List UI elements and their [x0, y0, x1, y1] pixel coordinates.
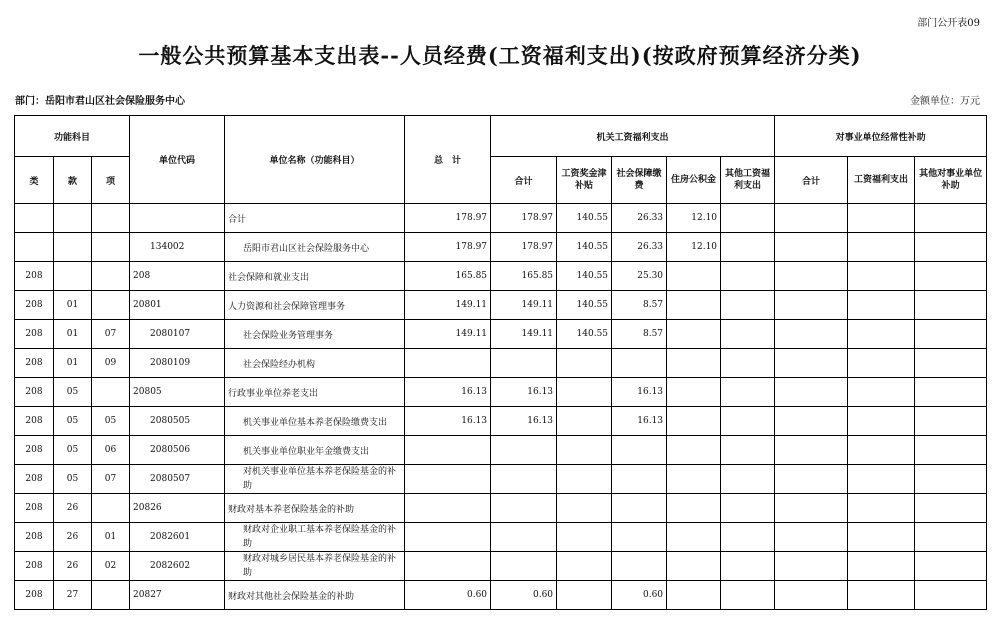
budget-table — [14, 115, 987, 610]
cell-social-security: 8.57 — [612, 291, 667, 320]
cell-unit-code: 2080506 — [130, 436, 225, 465]
cell-unit-code: 2080109 — [130, 349, 225, 378]
cell-total — [405, 552, 491, 581]
cell-inst-total — [775, 320, 848, 349]
cell-kuan: 26 — [54, 523, 92, 552]
cell-inst-other — [915, 494, 987, 523]
table-row — [15, 523, 987, 552]
table-row — [15, 204, 987, 233]
cell-total — [405, 436, 491, 465]
cell-unit-name: 财政对城乡居民基本养老保险基金的补助 — [225, 552, 405, 581]
cell-unit-code: 134002 — [130, 233, 225, 262]
cell-kuan — [54, 262, 92, 291]
cell-other-welfare — [721, 581, 775, 610]
cell-inst-total — [775, 407, 848, 436]
cell-salary — [557, 494, 612, 523]
cell-kuan — [54, 233, 92, 262]
cell-org-total — [491, 552, 557, 581]
cell-inst-salary — [848, 581, 915, 610]
header-housing-fund: 住房公积金 — [667, 157, 721, 204]
cell-inst-total — [775, 291, 848, 320]
cell-inst-salary — [848, 262, 915, 291]
cell-lei: 208 — [15, 291, 54, 320]
cell-inst-other — [915, 552, 987, 581]
cell-unit-name: 社会保险业务管理事务 — [225, 320, 405, 349]
cell-lei: 208 — [15, 320, 54, 349]
cell-social-security: 16.13 — [612, 407, 667, 436]
cell-xiang: 07 — [92, 465, 130, 494]
cell-lei: 208 — [15, 581, 54, 610]
cell-housing-fund: 12.10 — [667, 204, 721, 233]
header-unit-code: 单位代码 — [130, 116, 225, 204]
cell-org-total — [491, 436, 557, 465]
cell-other-welfare — [721, 436, 775, 465]
cell-xiang: 01 — [92, 523, 130, 552]
cell-total: 149.11 — [405, 320, 491, 349]
cell-kuan: 01 — [54, 349, 92, 378]
cell-xiang: 09 — [92, 349, 130, 378]
cell-other-welfare — [721, 204, 775, 233]
cell-total: 0.60 — [405, 581, 491, 610]
header-salary: 工资奖金津补贴 — [557, 157, 612, 204]
cell-total: 149.11 — [405, 291, 491, 320]
cell-kuan: 01 — [54, 291, 92, 320]
cell-org-total — [491, 349, 557, 378]
department-label: 部门：岳阳市君山区社会保险服务中心 — [15, 96, 185, 107]
cell-inst-salary — [848, 523, 915, 552]
cell-unit-code: 20801 — [130, 291, 225, 320]
header-kuan: 款 — [54, 157, 92, 204]
cell-housing-fund — [667, 552, 721, 581]
cell-salary: 140.55 — [557, 291, 612, 320]
cell-housing-fund — [667, 291, 721, 320]
cell-total — [405, 465, 491, 494]
cell-inst-total — [775, 494, 848, 523]
cell-inst-total — [775, 581, 848, 610]
cell-salary: 140.55 — [557, 262, 612, 291]
cell-kuan: 05 — [54, 436, 92, 465]
header-xiang: 项 — [92, 157, 130, 204]
cell-housing-fund — [667, 494, 721, 523]
cell-inst-salary — [848, 407, 915, 436]
cell-kuan: 01 — [54, 320, 92, 349]
cell-social-security — [612, 523, 667, 552]
header-inst-other: 其他对事业单位补助 — [915, 157, 987, 204]
cell-xiang: 07 — [92, 320, 130, 349]
cell-housing-fund — [667, 581, 721, 610]
cell-inst-salary — [848, 204, 915, 233]
cell-other-welfare — [721, 378, 775, 407]
cell-inst-salary — [848, 233, 915, 262]
cell-inst-other — [915, 349, 987, 378]
cell-xiang — [92, 262, 130, 291]
cell-salary — [557, 436, 612, 465]
cell-org-total — [491, 494, 557, 523]
page-title: 一般公共预算基本支出表--人员经费(工资福利支出)(按政府预算经济分类) — [138, 43, 862, 68]
cell-inst-other — [915, 262, 987, 291]
cell-unit-code: 20826 — [130, 494, 225, 523]
cell-lei: 208 — [15, 552, 54, 581]
cell-salary — [557, 581, 612, 610]
cell-unit-name: 机关事业单位职业年金缴费支出 — [225, 436, 405, 465]
cell-xiang: 05 — [92, 407, 130, 436]
cell-social-security — [612, 436, 667, 465]
cell-unit-code: 2080107 — [130, 320, 225, 349]
cell-kuan: 26 — [54, 552, 92, 581]
cell-social-security: 26.33 — [612, 233, 667, 262]
cell-housing-fund — [667, 349, 721, 378]
cell-salary — [557, 407, 612, 436]
cell-org-total — [491, 465, 557, 494]
cell-lei: 208 — [15, 349, 54, 378]
cell-other-welfare — [721, 291, 775, 320]
table-row — [15, 233, 987, 262]
cell-social-security — [612, 552, 667, 581]
cell-housing-fund — [667, 523, 721, 552]
table-row — [15, 581, 987, 610]
cell-housing-fund — [667, 465, 721, 494]
cell-inst-total — [775, 349, 848, 378]
cell-unit-code: 20827 — [130, 581, 225, 610]
table-body — [15, 204, 987, 610]
cell-housing-fund: 12.10 — [667, 233, 721, 262]
cell-unit-code: 2080505 — [130, 407, 225, 436]
cell-other-welfare — [721, 552, 775, 581]
cell-kuan: 26 — [54, 494, 92, 523]
cell-unit-code: 2082602 — [130, 552, 225, 581]
header-total: 总 计 — [405, 116, 491, 204]
cell-unit-code: 2080507 — [130, 465, 225, 494]
cell-org-total: 149.11 — [491, 291, 557, 320]
table-row — [15, 378, 987, 407]
table-row — [15, 320, 987, 349]
cell-inst-other — [915, 204, 987, 233]
table-row — [15, 407, 987, 436]
cell-xiang — [92, 204, 130, 233]
cell-salary — [557, 523, 612, 552]
cell-xiang: 06 — [92, 436, 130, 465]
cell-other-welfare — [721, 407, 775, 436]
cell-social-security: 26.33 — [612, 204, 667, 233]
cell-social-security — [612, 465, 667, 494]
cell-kuan: 27 — [54, 581, 92, 610]
cell-unit-name: 社会保障和就业支出 — [225, 262, 405, 291]
cell-lei: 208 — [15, 465, 54, 494]
cell-org-total: 178.97 — [491, 233, 557, 262]
cell-other-welfare — [721, 262, 775, 291]
cell-kuan: 05 — [54, 465, 92, 494]
cell-inst-total — [775, 378, 848, 407]
cell-total — [405, 494, 491, 523]
cell-inst-other — [915, 407, 987, 436]
cell-org-total: 178.97 — [491, 204, 557, 233]
cell-lei: 208 — [15, 494, 54, 523]
cell-org-total: 165.85 — [491, 262, 557, 291]
cell-inst-salary — [848, 320, 915, 349]
cell-xiang — [92, 494, 130, 523]
cell-unit-name: 对机关事业单位基本养老保险基金的补助 — [225, 465, 405, 494]
cell-other-welfare — [721, 523, 775, 552]
cell-salary — [557, 349, 612, 378]
cell-lei: 208 — [15, 407, 54, 436]
cell-unit-name: 财政对基本养老保险基金的补助 — [225, 494, 405, 523]
cell-inst-total — [775, 552, 848, 581]
table-row — [15, 494, 987, 523]
cell-inst-total — [775, 262, 848, 291]
cell-unit-name: 机关事业单位基本养老保险缴费支出 — [225, 407, 405, 436]
cell-total: 178.97 — [405, 204, 491, 233]
cell-org-total — [491, 523, 557, 552]
table-row — [15, 262, 987, 291]
cell-other-welfare — [721, 494, 775, 523]
cell-inst-other — [915, 378, 987, 407]
header-org-subtotal: 合计 — [491, 157, 557, 204]
cell-housing-fund — [667, 436, 721, 465]
table-row — [15, 291, 987, 320]
cell-social-security — [612, 494, 667, 523]
cell-total: 165.85 — [405, 262, 491, 291]
table-row — [15, 436, 987, 465]
header-function-subject: 功能科目 — [15, 116, 130, 157]
cell-inst-salary — [848, 378, 915, 407]
cell-unit-code: 2082601 — [130, 523, 225, 552]
header-lei: 类 — [15, 157, 54, 204]
cell-other-welfare — [721, 233, 775, 262]
cell-xiang: 02 — [92, 552, 130, 581]
cell-unit-code — [130, 204, 225, 233]
cell-salary — [557, 378, 612, 407]
cell-total — [405, 523, 491, 552]
cell-xiang — [92, 581, 130, 610]
cell-org-total: 149.11 — [491, 320, 557, 349]
cell-total — [405, 349, 491, 378]
cell-inst-other — [915, 320, 987, 349]
cell-unit-name: 人力资源和社会保障管理事务 — [225, 291, 405, 320]
cell-unit-code: 20805 — [130, 378, 225, 407]
header-institution-subsidy-group: 对事业单位经常性补助 — [775, 116, 987, 157]
cell-inst-other — [915, 465, 987, 494]
cell-inst-other — [915, 523, 987, 552]
cell-inst-total — [775, 465, 848, 494]
cell-salary — [557, 465, 612, 494]
cell-inst-total — [775, 436, 848, 465]
cell-inst-salary — [848, 552, 915, 581]
cell-salary — [557, 552, 612, 581]
cell-kuan: 05 — [54, 378, 92, 407]
cell-lei: 208 — [15, 523, 54, 552]
table-row — [15, 465, 987, 494]
header-org-salary-group: 机关工资福利支出 — [491, 116, 775, 157]
cell-org-total: 16.13 — [491, 407, 557, 436]
cell-inst-salary — [848, 349, 915, 378]
cell-housing-fund — [667, 320, 721, 349]
table-row — [15, 552, 987, 581]
header-unit-name: 单位名称（功能科目） — [225, 116, 405, 204]
cell-unit-name: 财政对企业职工基本养老保险基金的补助 — [225, 523, 405, 552]
cell-other-welfare — [721, 465, 775, 494]
header-other-welfare: 其他工资福利支出 — [721, 157, 775, 204]
header-inst-salary: 工资福利支出 — [848, 157, 915, 204]
cell-social-security: 8.57 — [612, 320, 667, 349]
cell-kuan: 05 — [54, 407, 92, 436]
table-row — [15, 349, 987, 378]
cell-kuan — [54, 204, 92, 233]
cell-org-total: 0.60 — [491, 581, 557, 610]
cell-social-security — [612, 349, 667, 378]
cell-salary: 140.55 — [557, 233, 612, 262]
cell-lei — [15, 233, 54, 262]
cell-unit-code: 208 — [130, 262, 225, 291]
cell-unit-name: 行政事业单位养老支出 — [225, 378, 405, 407]
cell-unit-name: 财政对其他社会保险基金的补助 — [225, 581, 405, 610]
cell-total: 178.97 — [405, 233, 491, 262]
cell-inst-total — [775, 204, 848, 233]
cell-inst-other — [915, 581, 987, 610]
cell-lei — [15, 204, 54, 233]
cell-housing-fund — [667, 378, 721, 407]
cell-social-security: 0.60 — [612, 581, 667, 610]
form-number: 部门公开表09 — [917, 18, 980, 29]
cell-inst-other — [915, 436, 987, 465]
cell-lei: 208 — [15, 378, 54, 407]
cell-lei: 208 — [15, 436, 54, 465]
cell-other-welfare — [721, 320, 775, 349]
cell-xiang — [92, 291, 130, 320]
cell-inst-salary — [848, 436, 915, 465]
header-social-security: 社会保障缴费 — [612, 157, 667, 204]
cell-total: 16.13 — [405, 378, 491, 407]
cell-unit-name: 岳阳市君山区社会保险服务中心 — [225, 233, 405, 262]
cell-inst-salary — [848, 465, 915, 494]
amount-unit-label: 金额单位：万元 — [910, 96, 980, 107]
cell-inst-salary — [848, 494, 915, 523]
cell-social-security: 16.13 — [612, 378, 667, 407]
cell-inst-other — [915, 291, 987, 320]
cell-inst-total — [775, 523, 848, 552]
cell-unit-name: 社会保险经办机构 — [225, 349, 405, 378]
cell-salary: 140.55 — [557, 204, 612, 233]
cell-housing-fund — [667, 262, 721, 291]
cell-inst-total — [775, 233, 848, 262]
cell-org-total: 16.13 — [491, 378, 557, 407]
cell-xiang — [92, 233, 130, 262]
cell-inst-other — [915, 233, 987, 262]
cell-other-welfare — [721, 349, 775, 378]
cell-unit-name: 合计 — [225, 204, 405, 233]
cell-social-security: 25.30 — [612, 262, 667, 291]
cell-housing-fund — [667, 407, 721, 436]
cell-xiang — [92, 378, 130, 407]
header-inst-subtotal: 合计 — [775, 157, 848, 204]
cell-inst-salary — [848, 291, 915, 320]
cell-total: 16.13 — [405, 407, 491, 436]
cell-salary: 140.55 — [557, 320, 612, 349]
cell-lei: 208 — [15, 262, 54, 291]
